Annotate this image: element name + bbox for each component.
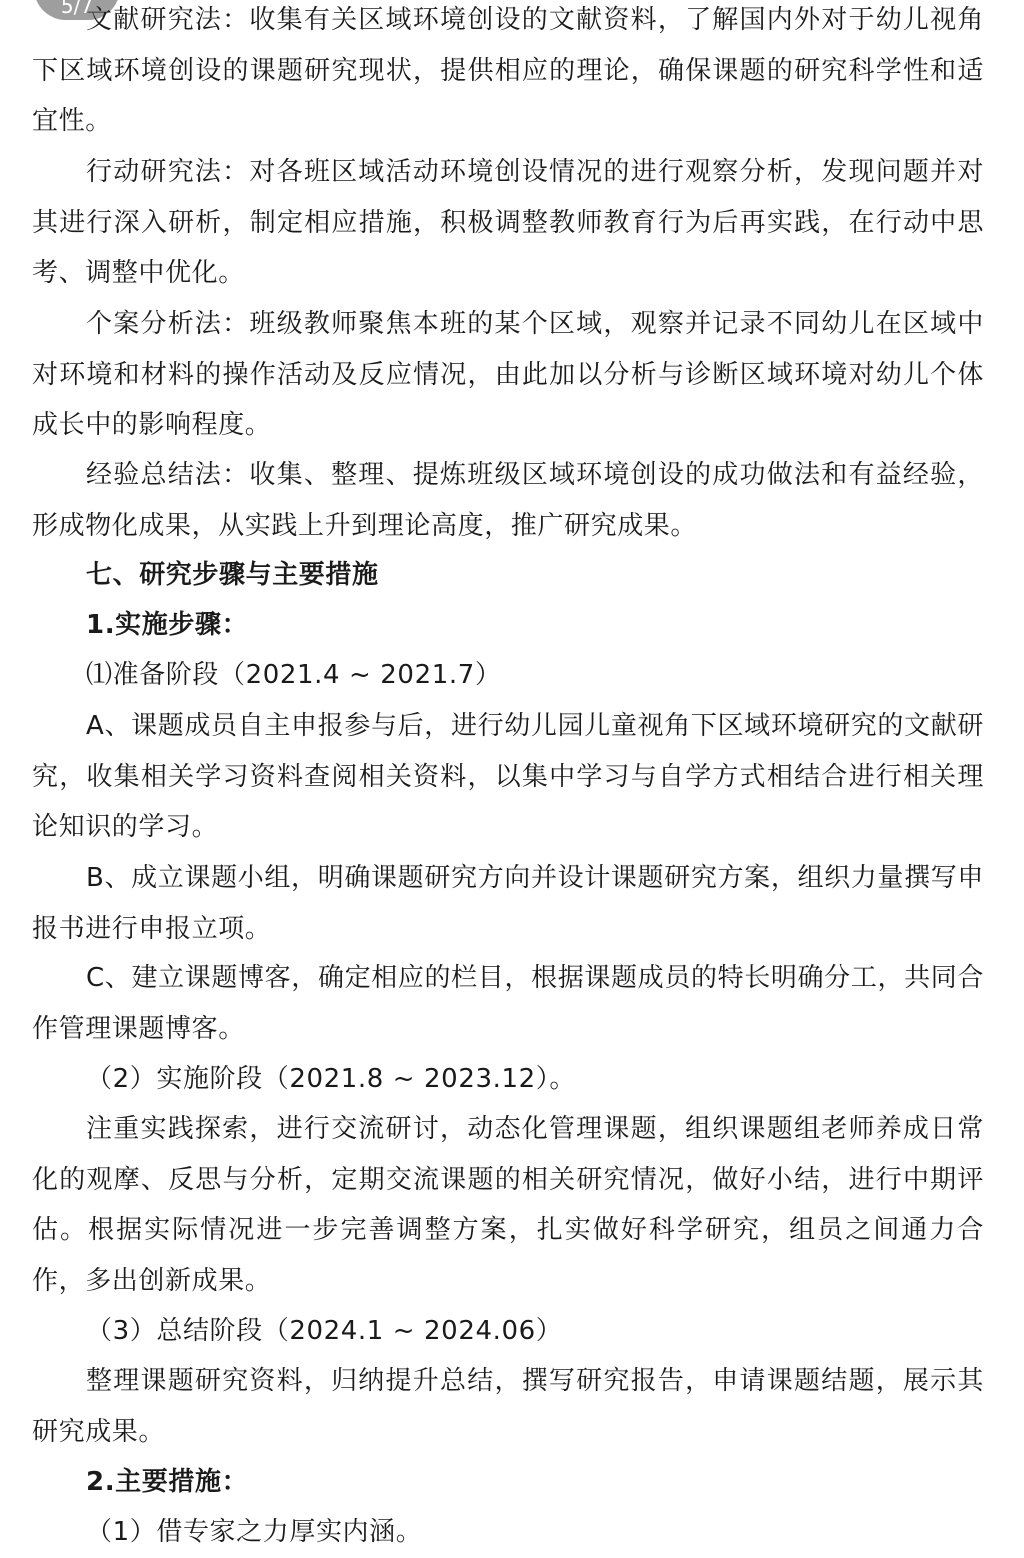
- paragraph-action-research-method: 行动研究法：对各班区域活动环境创设情况的进行观察分析，发现问题并对其进行深入研析，制定相应措施，积极调整教师教育行为后再实践，在行动中思考、调整中优化。: [32, 157, 984, 288]
- paragraph-stage1-item-b: B、成立课题小组，明确课题研究方向并设计课题研究方案，组织力量撰写申报书进行申报立项。: [32, 863, 984, 944]
- paragraph-case-analysis-method: 个案分析法：班级教师聚焦本班的某个区域，观察并记录不同幼儿在区域中对环境和材料的操作活动及反应情况，由此加以分析与诊断区域环境对幼儿个体成长中的影响程度。: [32, 309, 984, 440]
- heading-section-7: 七、研究步骤与主要措施: [86, 560, 379, 590]
- paragraph-stage1-item-a: A、课题成员自主申报参与后，进行幼儿园儿童视角下区域环境研究的文献研究，收集相关学习资料查阅相关资料，以集中学习与自学方式相结合进行相关理论知识的学习。: [32, 711, 984, 842]
- heading-stage-preparation: ⑴准备阶段（2021.4 ~ 2021.7）: [86, 660, 502, 690]
- paragraph-experience-summary-method: 经验总结法：收集、整理、提炼班级区域环境创设的成功做法和有益经验，形成物化成果，从实践上升到理论高度，推广研究成果。: [32, 460, 984, 541]
- page-indicator-text: 5/7: [60, 0, 94, 18]
- heading-measure-1: （1）借专家之力厚实内涵。: [86, 1517, 423, 1547]
- heading-implementation-steps: 1.实施步骤：: [86, 610, 249, 640]
- paragraph-stage2-description: 注重实践探索，进行交流研讨，动态化管理课题，组织课题组老师养成日常化的观摩、反思与分析，定期交流课题的相关研究情况，做好小结，进行中期评估。根据实际情况进一步完善调整方案，扎实做好科学研究，组员之间通力合作，多出创新成果。: [32, 1114, 984, 1296]
- heading-main-measures: 2.主要措施：: [86, 1467, 249, 1497]
- paragraph-stage1-item-c: C、建立课题博客，确定相应的栏目，根据课题成员的特长明确分工，共同合作管理课题博客。: [32, 963, 984, 1044]
- paragraph-stage3-description: 整理课题研究资料，归纳提升总结，撰写研究报告，申请课题结题，展示其研究成果。: [32, 1366, 984, 1447]
- heading-stage-summary: （3）总结阶段（2024.1 ~ 2024.06）: [86, 1316, 563, 1346]
- paragraph-literature-method: 文献研究法：收集有关区域环境创设的文献资料，了解国内外对于幼儿视角下区域环境创设的课题研究现状，提供相应的理论，确保课题的研究科学性和适宜性。: [32, 5, 984, 136]
- heading-stage-implementation: （2）实施阶段（2021.8 ~ 2023.12）。: [86, 1064, 576, 1094]
